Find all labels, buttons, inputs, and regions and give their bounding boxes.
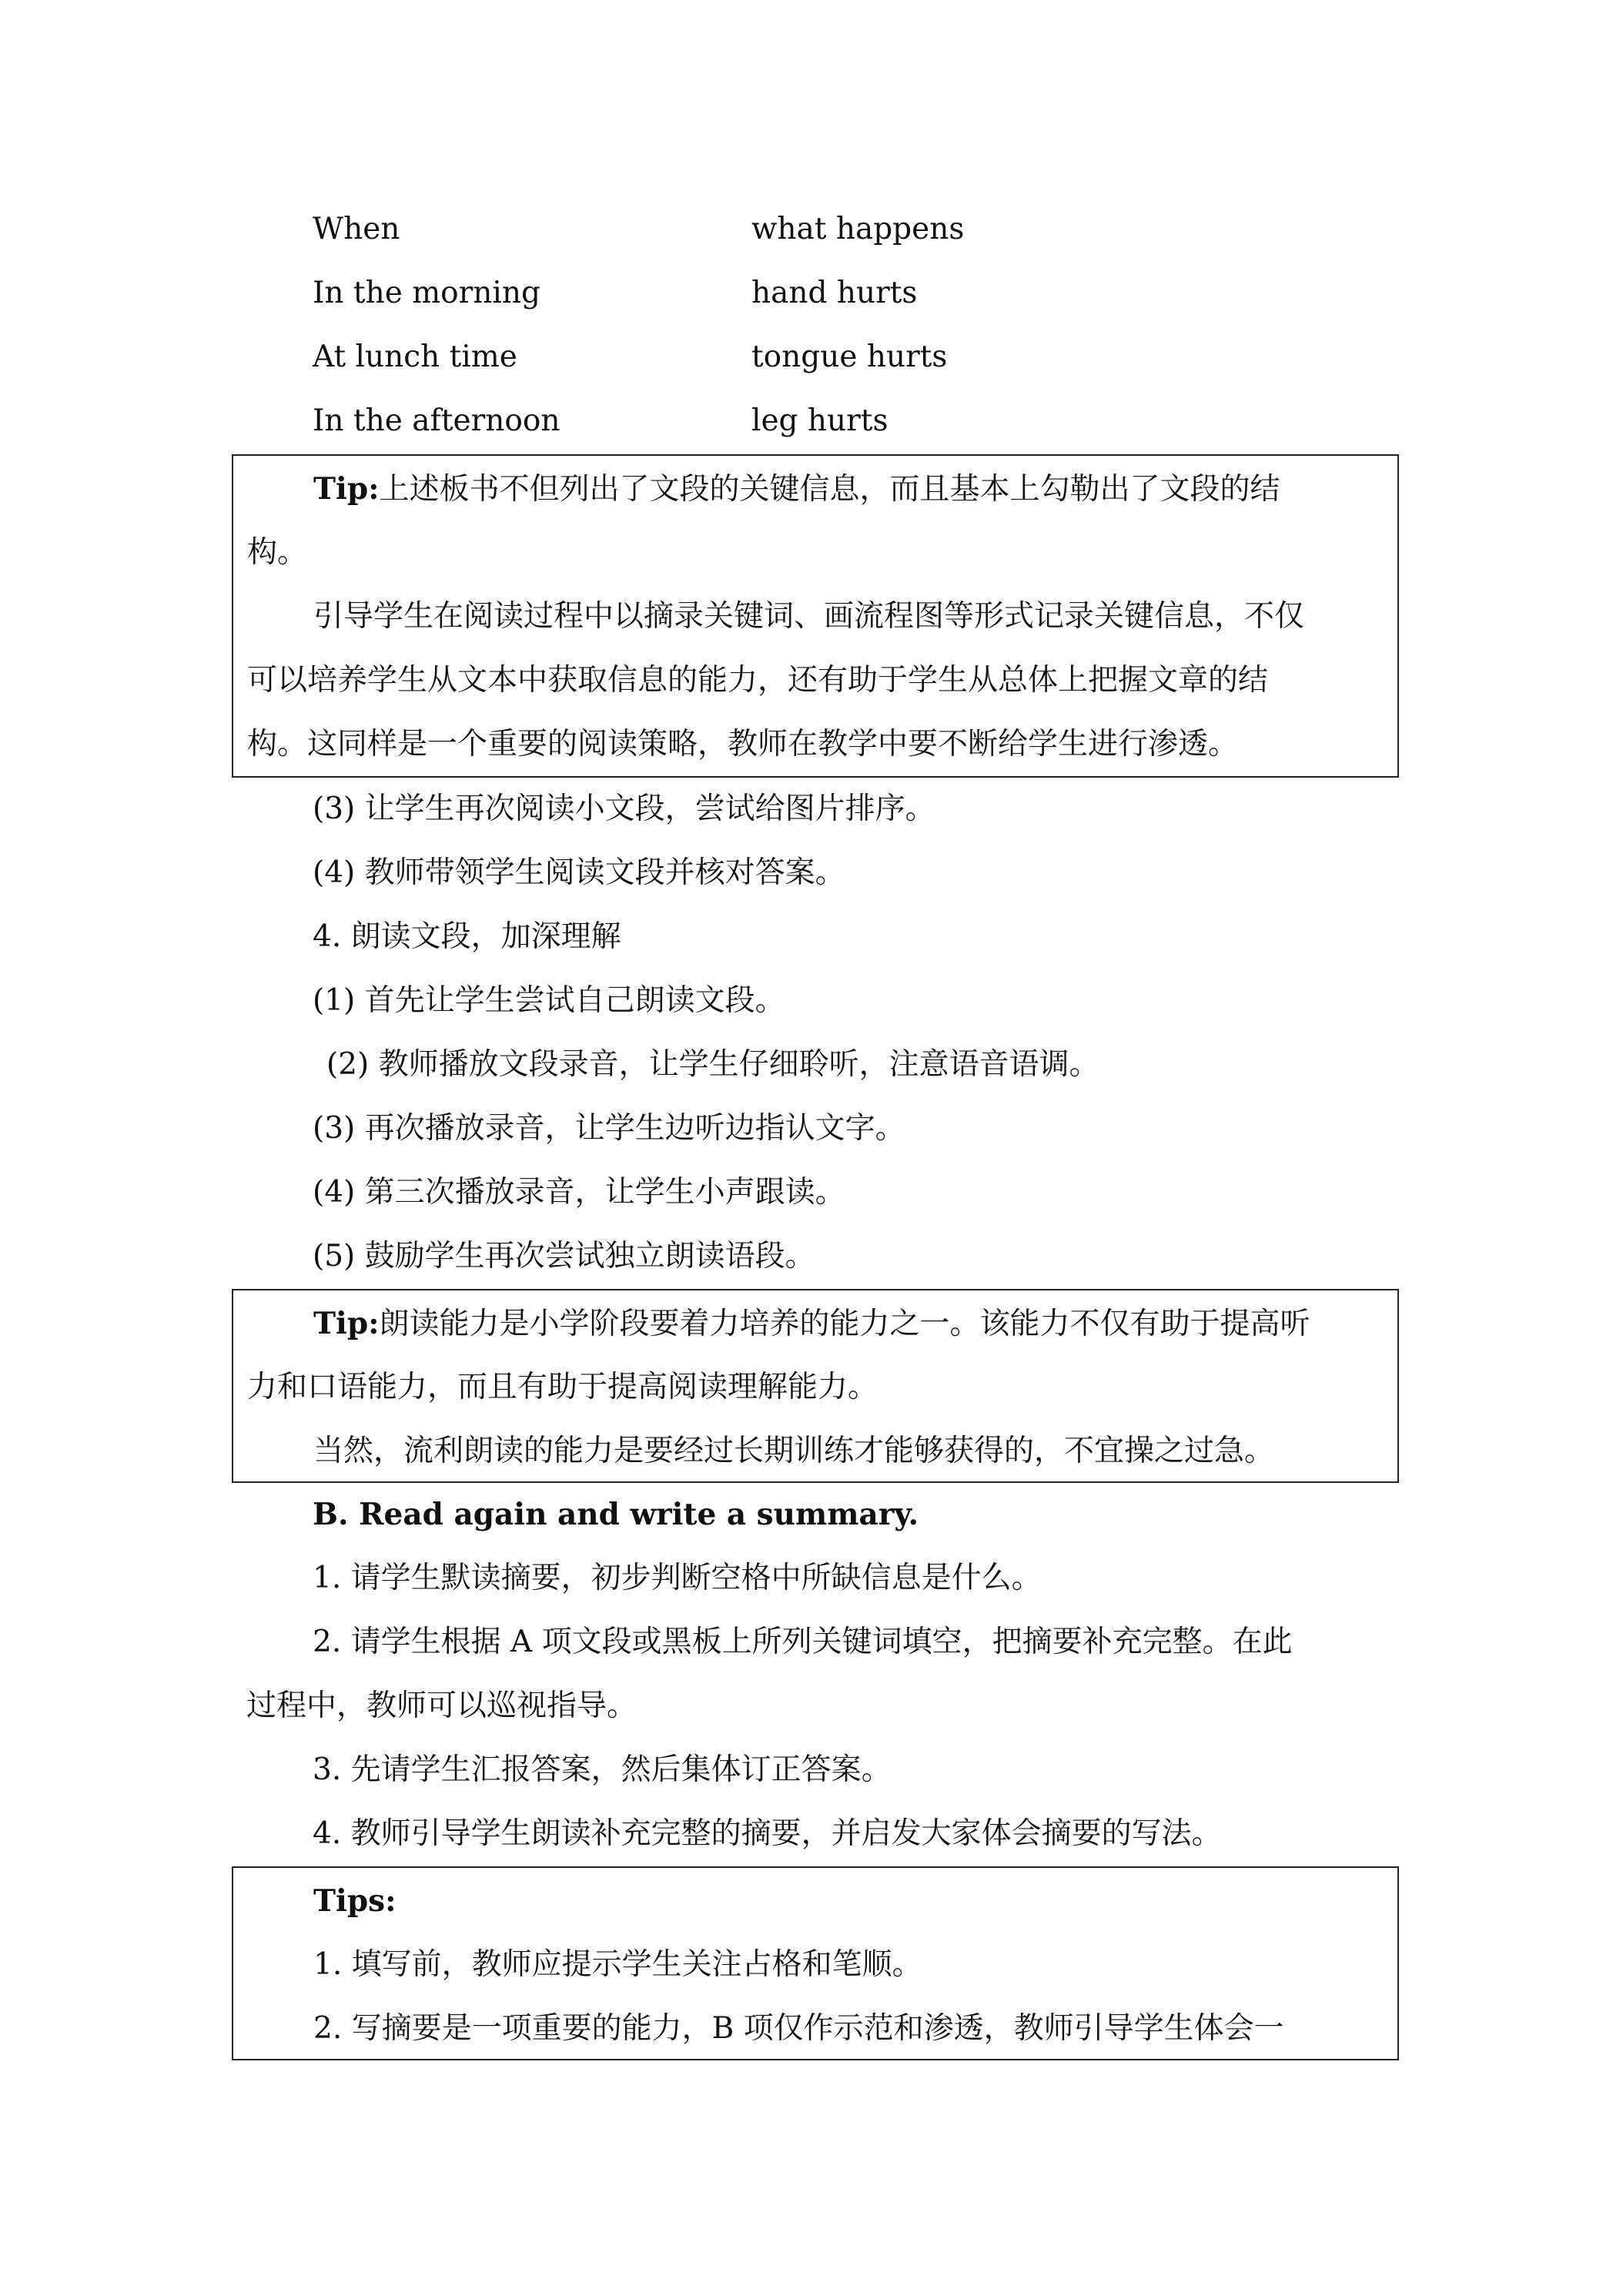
step-line: 2. 请学生根据 A 项文段或黑板上所列关键词填空，把摘要补充完整。在此 — [313, 1625, 1293, 1659]
tip-label: Tip: — [313, 1306, 380, 1341]
section-heading: 4. 朗读文段，加深理解 — [313, 919, 621, 954]
tip-line: 2. 写摘要是一项重要的能力，B 项仅作示范和渗透，教师引导学生体会一 — [313, 2011, 1284, 2046]
tip-line: 力和口语能力，而且有助于提高阅读理解能力。 — [247, 1370, 878, 1404]
table-cell-when: In the afternoon — [313, 403, 561, 438]
table-cell-what: leg hurts — [751, 403, 888, 438]
step-line: 过程中，教师可以巡视指导。 — [246, 1689, 637, 1723]
tip-line: 构。 — [247, 535, 308, 570]
table-cell-when: In the morning — [313, 276, 540, 310]
tip-line: 引导学生在阅读过程中以摘录关键词、画流程图等形式记录关键信息，不仅 — [313, 599, 1305, 634]
step-line: (3) 让学生再次阅读小文段，尝试给图片排序。 — [313, 792, 935, 826]
section-b-heading: B. Read again and write a summary. — [313, 1497, 919, 1532]
step-line: (3) 再次播放录音，让学生边听边指认文字。 — [313, 1111, 905, 1146]
table-cell-what: hand hurts — [751, 276, 918, 310]
step-line: (4) 第三次播放录音，让学生小声跟读。 — [313, 1175, 845, 1210]
tip-line: 1. 填写前，教师应提示学生关注占格和笔顺。 — [313, 1947, 922, 1982]
tip-line: Tip:上述板书不但列出了文段的关键信息，而且基本上勾勒出了文段的结 — [313, 471, 1280, 507]
tip-line: 当然，流利朗读的能力是要经过长期训练才能够获得的，不宜操之过急。 — [313, 1434, 1275, 1468]
tips-label: Tips: — [313, 1883, 397, 1919]
tip-line: Tip:朗读能力是小学阶段要着力培养的能力之一。该能力不仅有助于提高听 — [313, 1306, 1310, 1341]
tip-line: 构。这同样是一个重要的阅读策略，教师在教学中要不断给学生进行渗透。 — [247, 727, 1239, 761]
step-line: (2) 教师播放文段录音，让学生仔细聆听，注意语音语调。 — [326, 1047, 1099, 1082]
step-line: 4. 教师引导学生朗读补充完整的摘要，并启发大家体会摘要的写法。 — [313, 1816, 1222, 1851]
step-line: (1) 首先让学生尝试自己朗读文段。 — [313, 983, 785, 1018]
step-line: (4) 教师带领学生阅读文段并核对答案。 — [313, 855, 845, 890]
step-line: 3. 先请学生汇报答案，然后集体订正答案。 — [313, 1752, 892, 1787]
step-line: 1. 请学生默读摘要，初步判断空格中所缺信息是什么。 — [313, 1561, 1042, 1595]
table-cell-when: At lunch time — [313, 340, 517, 374]
tip-box — [232, 454, 1399, 778]
step-line: (5) 鼓励学生再次尝试独立朗读语段。 — [313, 1239, 815, 1274]
tip-box — [232, 1289, 1399, 1483]
table-header-what: what happens — [751, 212, 965, 246]
tip-label: Tip: — [313, 471, 380, 507]
table-header-when: When — [313, 212, 400, 246]
table-cell-what: tongue hurts — [751, 340, 948, 374]
tips-box — [232, 1866, 1399, 2060]
tip-line: 可以培养学生从文本中获取信息的能力，还有助于学生从总体上把握文章的结 — [247, 663, 1269, 698]
